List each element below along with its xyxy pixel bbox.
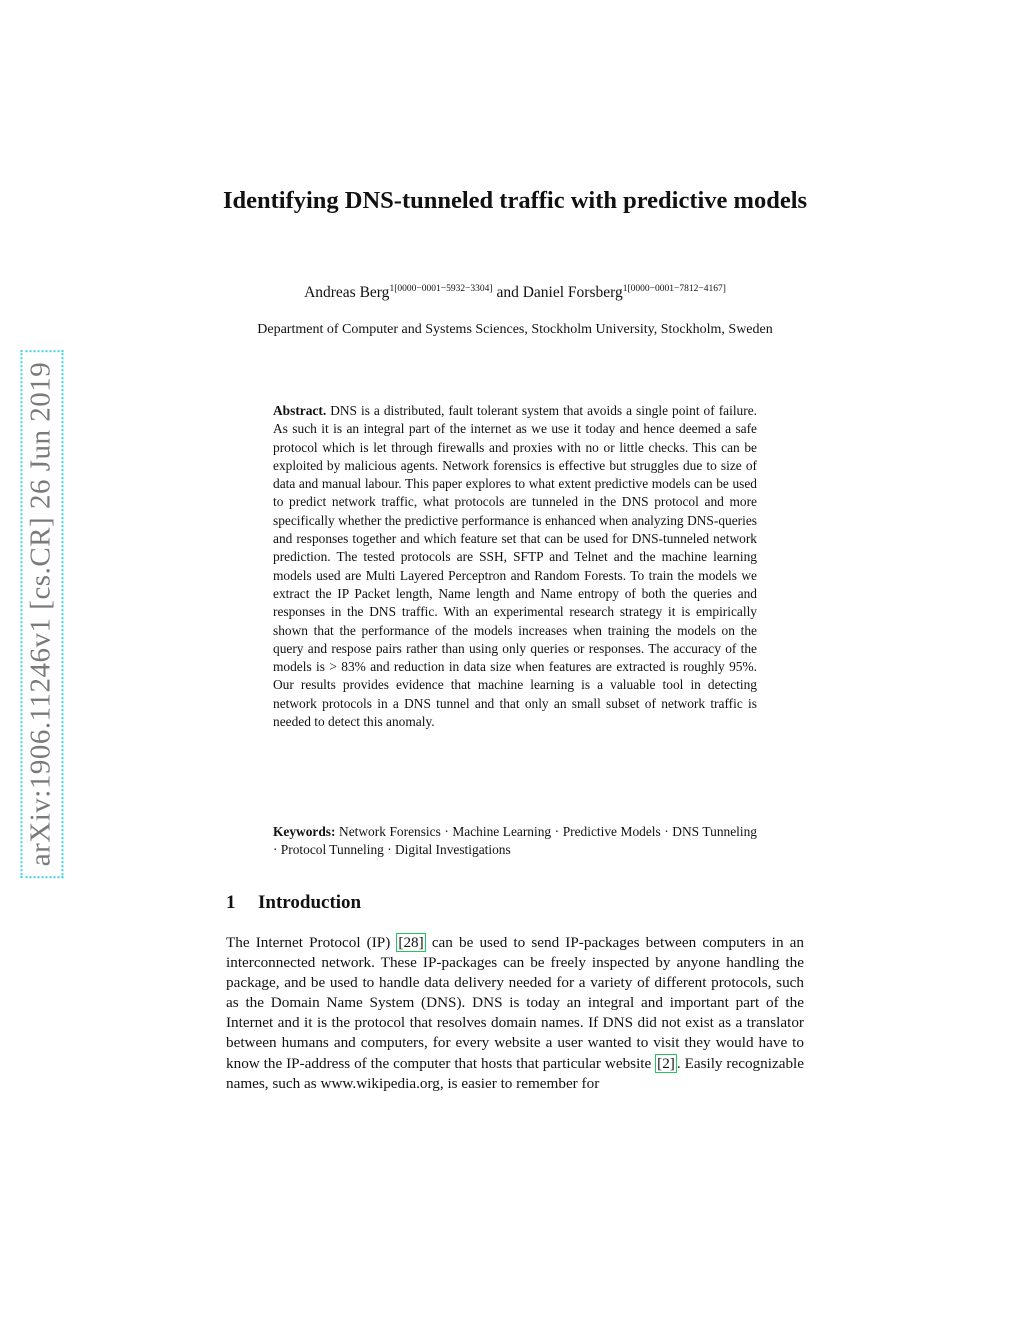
keywords-text: Network Forensics · Machine Learning · Predictive Models · DNS Tunneling · Protocol Tunneling · Digital Investigations — [273, 824, 757, 858]
keywords-label: Keywords: — [273, 824, 336, 839]
intro-text-part: The Internet Protocol (IP) — [226, 934, 397, 951]
author-affiliation-orcid: 1[0000−0001−5932−3304] — [389, 284, 493, 294]
author-list — [200, 283, 830, 303]
intro-paragraph — [226, 933, 804, 1094]
abstract-label: Abstract. — [273, 403, 327, 418]
intro-text-part: can be used to send IP-packages between computers in an interconnected network. These IP-packages can be freely inspected by anyone handling the package, and be used to handle data delivery needed for a variety of different protocols, such as the Domain Name System (DNS). DNS is today an integral and important part of the Internet and it is the protocol that resolves domain names. If DNS did not exist as a translator between humans and computers, for every website a user wanted to visit they would have to know the IP-address of the computer that hosts that particular website — [226, 934, 804, 1072]
citation-link[interactable]: [28] — [398, 934, 424, 951]
keywords — [273, 823, 757, 860]
citation-link[interactable]: [2] — [657, 1054, 675, 1072]
author-name: Daniel Forsberg — [522, 284, 623, 301]
paper-title: Identifying DNS-tunneled traffic with predictive models — [222, 187, 808, 214]
abstract — [273, 402, 757, 731]
author-conjunction: and — [496, 284, 519, 301]
intro-text-part: . Easily recognizable names, such as www.wikipedia.org, is easier to remember for — [226, 1054, 804, 1092]
author-name: Andreas Berg — [304, 284, 390, 301]
abstract-text: DNS is a distributed, fault tolerant system that avoids a single point of failure. As such it is an integral part of the internet as we use it today and hence deemed a safe protocol which is let through firewalls and proxies with no or little checks. This can be exploited by malicious agents. Network forensics is effective but struggles due to size of data and manual labour. This paper explores to what extent predictive models can be used to predict network traffic, what protocols are tunneled in the DNS protocol and more specifically whether the predictive performance is enhanced when analyzing DNS-queries and responses together and which feature set that can be used for DNS-tunneled network prediction. The tested protocols are SSH, SFTP and Telnet and the machine learning models used are Multi Layered Perceptron and Random Forests. To train the models we extract the IP Packet length, Name length and Name entropy of both the queries and responses in the DNS traffic. With an experimental research strategy it is empirically shown that the performance of the models increases when training the models on the query and respose pairs rather than using only queries or responses. The accuracy of the models is > 83% and reduction in data size when features are extracted is roughly 95%. Our results provides evidence that machine learning is a valuable tool in detecting network protocols in a DNS tunnel and that only an small subset of network traffic is needed to detect this anomaly. — [273, 403, 757, 730]
section-number: 1 — [226, 892, 236, 913]
arxiv-side-stamp: arXiv:1906.11246v1 [cs.CR] 26 Jun 2019 — [21, 350, 64, 878]
author-affiliation-orcid: 1[0000−0001−7812−4167] — [622, 284, 726, 294]
affiliation: Department of Computer and Systems Sciences, Stockholm University, Stockholm, Sweden — [257, 322, 773, 337]
section-title: Introduction — [258, 892, 362, 913]
section-heading — [226, 891, 361, 915]
